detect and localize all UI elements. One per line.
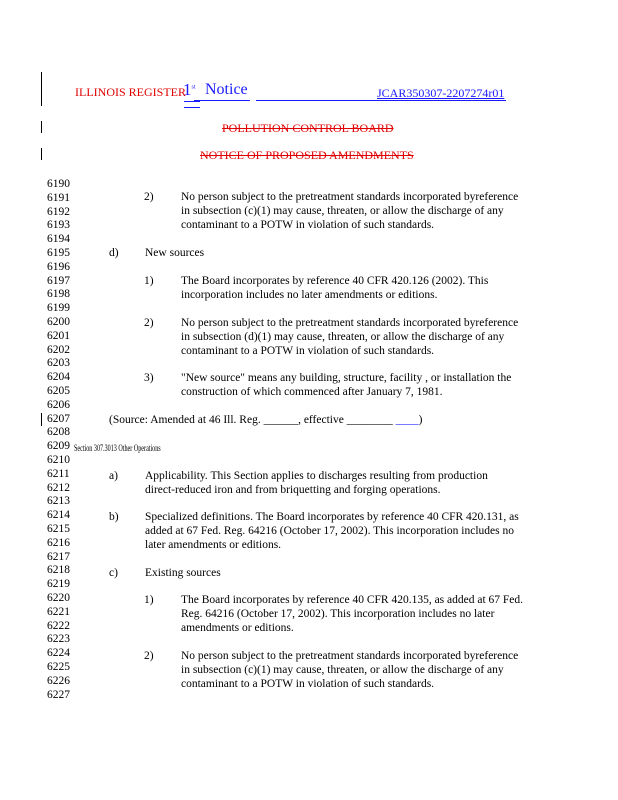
line-number: 6202 xyxy=(47,343,70,356)
subsection-letter: b) xyxy=(109,511,119,523)
notice-label: Notice xyxy=(205,81,248,98)
register-header xyxy=(75,85,186,100)
line-number: 6220 xyxy=(47,592,70,604)
line-number: 6212 xyxy=(47,481,70,494)
line-number: 6222 xyxy=(47,619,70,632)
register-title: ILLINOIS REGISTER xyxy=(75,85,186,99)
line-number: 6219 xyxy=(47,578,70,591)
source-note-text: (Source: Amended at 46 Ill. Reg. ______, effective ________ xyxy=(109,414,396,426)
line-number: 6211 xyxy=(47,467,70,480)
line-number: 6192 xyxy=(47,205,70,218)
paragraph-line: Specialized definitions. The Board incorporates by reference 40 CFR 420.131, as xyxy=(145,511,519,523)
line-number: 6196 xyxy=(47,260,70,273)
notice-title: NOTICE OF PROPOSED AMENDMENTS xyxy=(200,148,414,162)
line-number: 6207 xyxy=(47,412,70,425)
paragraph-line: Reg. 64216 (October 17, 2002). This incorporation includes no later xyxy=(181,608,495,620)
paragraph-line: Applicability. This Section applies to discharges resulting from production xyxy=(145,470,488,482)
page-number xyxy=(183,80,196,100)
line-number: 6224 xyxy=(47,647,70,660)
page-number-value: 1 xyxy=(183,80,192,99)
line-number: 6218 xyxy=(47,564,70,577)
paragraph-line: The Board incorporates by reference 40 CFR 420.135, as added at 67 Fed. xyxy=(181,594,524,606)
paragraph-line: No person subject to the pretreatment standards incorporated byreference xyxy=(181,191,519,203)
line-number: 6226 xyxy=(47,674,70,687)
line-number: 6204 xyxy=(47,371,70,384)
line-number: 6206 xyxy=(47,398,70,411)
change-bar xyxy=(41,121,42,133)
line-number: 6199 xyxy=(47,302,70,315)
paragraph-line: The Board incorporates by reference 40 CFR 420.126 (2002). This xyxy=(181,275,489,287)
line-number: 6227 xyxy=(47,688,70,701)
paragraph-line: in subsection (c)(1) may cause, threaten, or allow the discharge of any xyxy=(181,205,504,217)
line-number: 6208 xyxy=(47,426,70,439)
line-number: 6201 xyxy=(47,329,70,342)
jcar-code: JCAR350307-2207274r01 xyxy=(377,86,505,100)
page-number-underline xyxy=(184,101,200,108)
line-number: 6195 xyxy=(47,247,70,259)
paragraph-line: added at 67 Fed. Reg. 64216 (October 17, 2002). This incorporation includes no xyxy=(145,525,514,537)
paragraph-line: contaminant to a POTW in violation of such standards. xyxy=(181,219,435,231)
paragraph-line: construction of which commenced after January 7, 1981. xyxy=(181,386,443,398)
subsection-letter: a) xyxy=(109,470,118,482)
item-number: 1) xyxy=(144,275,154,287)
source-note-close: ) xyxy=(418,414,423,426)
item-number: 3) xyxy=(144,372,154,384)
line-number: 6193 xyxy=(47,219,70,232)
line-number: 6210 xyxy=(47,454,70,466)
subsection-heading: Existing sources xyxy=(145,567,221,579)
line-number: 6221 xyxy=(47,605,70,618)
source-note xyxy=(109,414,422,426)
item-number: 2) xyxy=(144,191,154,203)
paragraph-line: amendments or editions. xyxy=(181,622,294,634)
line-number: 6216 xyxy=(47,536,70,549)
change-bar xyxy=(41,148,42,160)
paragraph-line: contaminant to a POTW in violation of such standards. xyxy=(181,678,435,690)
line-number: 6214 xyxy=(47,509,70,522)
line-number: 6190 xyxy=(47,178,70,190)
line-number: 6205 xyxy=(47,385,70,397)
paragraph-line: incorporation includes no later amendments or editions. xyxy=(181,289,438,301)
line-number: 6203 xyxy=(47,357,70,370)
line-number: 6213 xyxy=(47,495,70,508)
paragraph-line: in subsection (d)(1) may cause, threaten, or allow the discharge of any xyxy=(181,331,505,343)
paragraph-line: direct-reduced iron and from briquetting and forging operations. xyxy=(145,484,441,496)
paragraph-line: No person subject to the pretreatment standards incorporated byreference xyxy=(181,317,519,329)
line-number: 6194 xyxy=(47,233,70,246)
page-number-suffix: st xyxy=(191,84,196,91)
paragraph-line: "New source" means any building, structure, facility , or installation the xyxy=(181,372,512,384)
line-number: 6209 xyxy=(47,440,70,453)
line-number: 6225 xyxy=(47,661,70,673)
line-number: 6215 xyxy=(47,523,70,535)
section-heading: Section 307.3013 Other Operations xyxy=(74,443,161,453)
line-number: 6197 xyxy=(47,274,70,287)
line-number: 6191 xyxy=(47,191,70,204)
line-number: 6198 xyxy=(47,288,70,301)
paragraph-line: No person subject to the pretreatment standards incorporated byreference xyxy=(181,650,519,662)
line-number: 6217 xyxy=(47,550,70,563)
subsection-letter: d) xyxy=(109,247,119,259)
change-bar xyxy=(41,413,42,426)
subsection-letter: c) xyxy=(109,567,118,579)
board-name: POLLUTION CONTROL BOARD xyxy=(222,121,394,135)
paragraph-line: contaminant to a POTW in violation of such standards. xyxy=(181,345,435,357)
notice-underline xyxy=(194,100,250,101)
line-number: 6200 xyxy=(47,316,70,328)
source-note-blank: ____ xyxy=(395,414,419,426)
subsection-heading: New sources xyxy=(145,247,205,259)
item-number: 1) xyxy=(144,594,154,606)
change-bar xyxy=(41,72,42,106)
paragraph-line: in subsection (c)(1) may cause, threaten, or allow the discharge of any xyxy=(181,664,504,676)
line-number: 6223 xyxy=(47,633,70,646)
item-number: 2) xyxy=(144,317,154,329)
item-number: 2) xyxy=(144,650,154,662)
paragraph-line: later amendments or editions. xyxy=(145,539,282,551)
